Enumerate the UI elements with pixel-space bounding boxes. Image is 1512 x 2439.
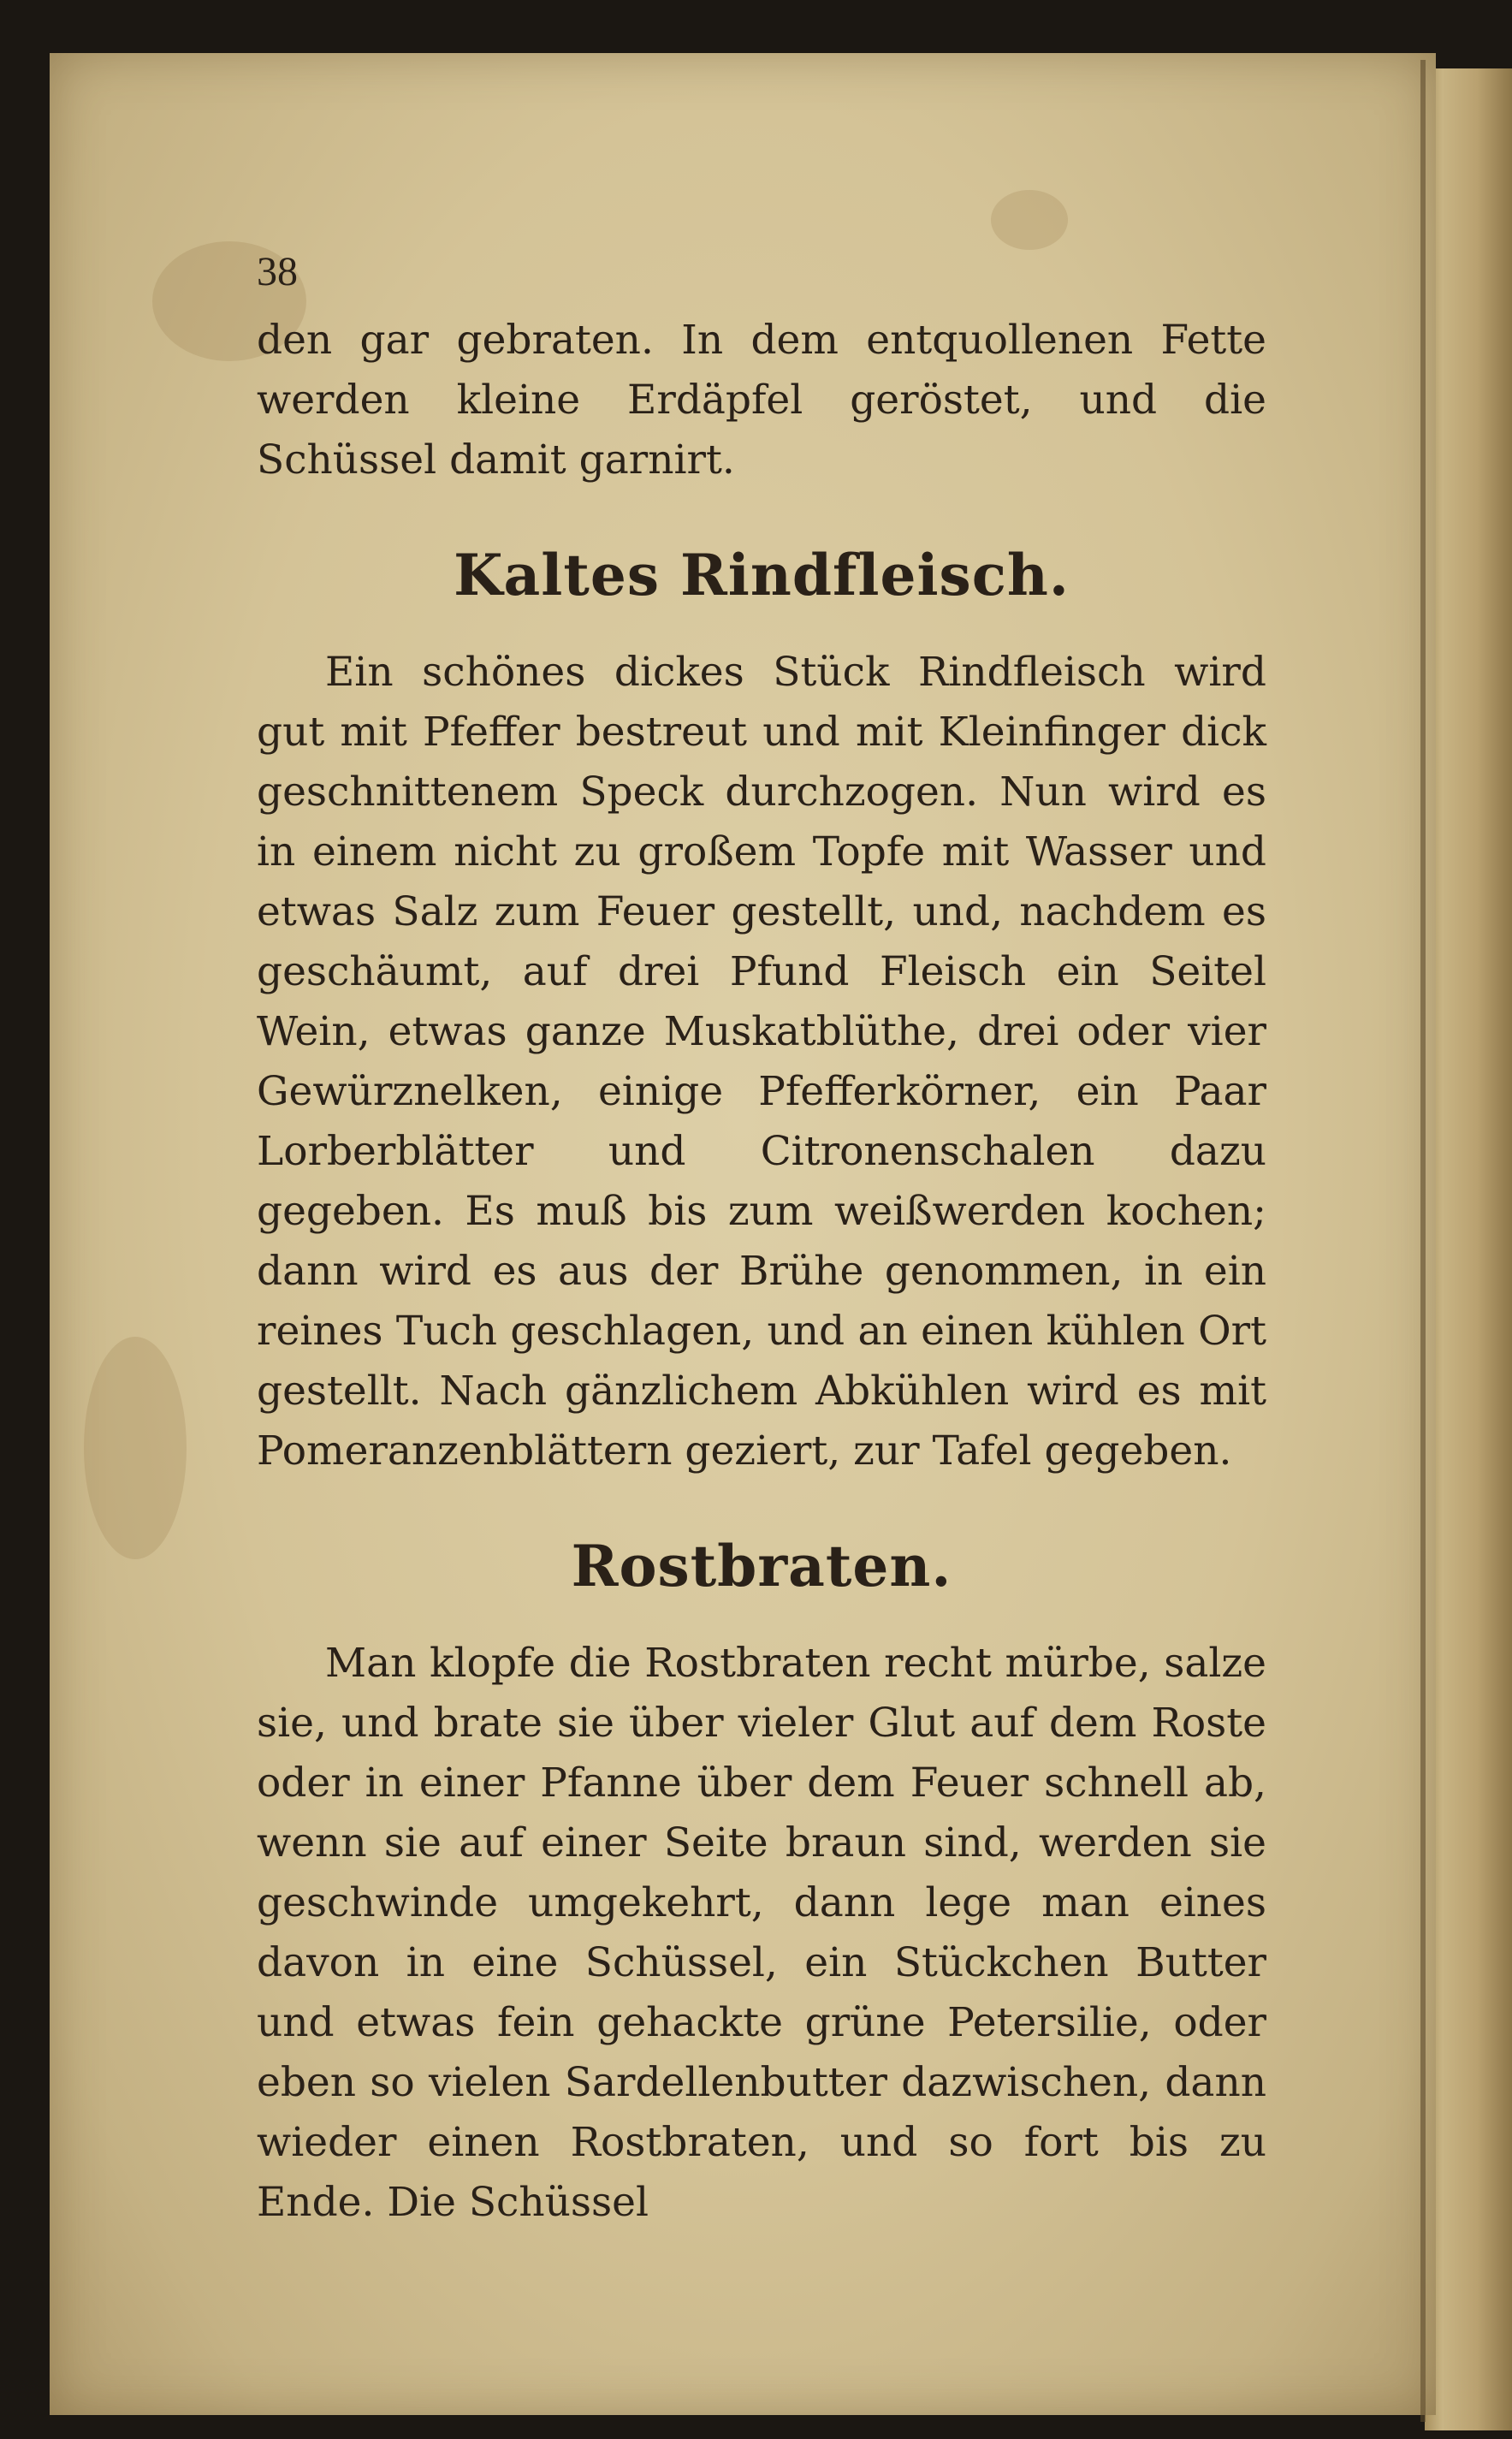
page-number: 38 xyxy=(257,249,298,294)
paper-stain xyxy=(84,1337,187,1559)
page-gutter xyxy=(1420,60,1426,2422)
page-content xyxy=(257,248,1266,2233)
next-page-edge xyxy=(1425,68,1512,2430)
section-title-kaltes-rindfleisch: Kaltes Rindfleisch. xyxy=(454,542,1070,608)
paper-stain xyxy=(991,190,1068,250)
section-text-kaltes-rindfleisch: Ein schönes dickes Stück Rindfleisch wird gut mit Pfeffer bestreut und mit Kleinfinger dick geschnittenem Speck durchzogen. Nun wird es in einem nicht zu großem Topfe mit Wasser und etwas Salz zum Feuer gestellt, und, nachdem es geschäumt, auf drei Pfund Fleisch ein Seitel Wein, etwas ganze Muskatblüthe, drei oder vier Gewürznelken, einige Pfefferkörner, ein Paar Lorberblätter und Citronenschalen dazu gegeben. Es muß bis zum weißwerden kochen; dann wird es aus der Brühe genommen, in ein reines Tuch geschlagen, und an einen kühlen Ort gestellt. Nach gänzlichem Abkühlen wird es mit Pomeranzenblättern geziert, zur Tafel gegeben. xyxy=(257,649,1266,1475)
continued-paragraph: den gar gebraten. In dem entquollenen Fette werden kleine Erdäpfel geröstet, und die Schüssel damit garnirt. xyxy=(257,317,1266,484)
section-text-rostbraten: Man klopfe die Rostbraten recht mürbe, salze sie, und brate sie über vieler Glut auf dem Roste oder in einer Pfanne über dem Feuer schnell ab, wenn sie auf einer Seite braun sind, werden sie geschwinde umgekehrt, dann lege man eines davon in eine Schüssel, ein Stückchen Butter und etwas fein gehackte grüne Petersilie, oder eben so vielen Sardellenbutter dazwischen, dann wieder einen Rostbraten, und so fort bis zu Ende. Die Schüssel xyxy=(257,1640,1266,2226)
section-title-rostbraten: Rostbraten. xyxy=(571,1533,952,1599)
